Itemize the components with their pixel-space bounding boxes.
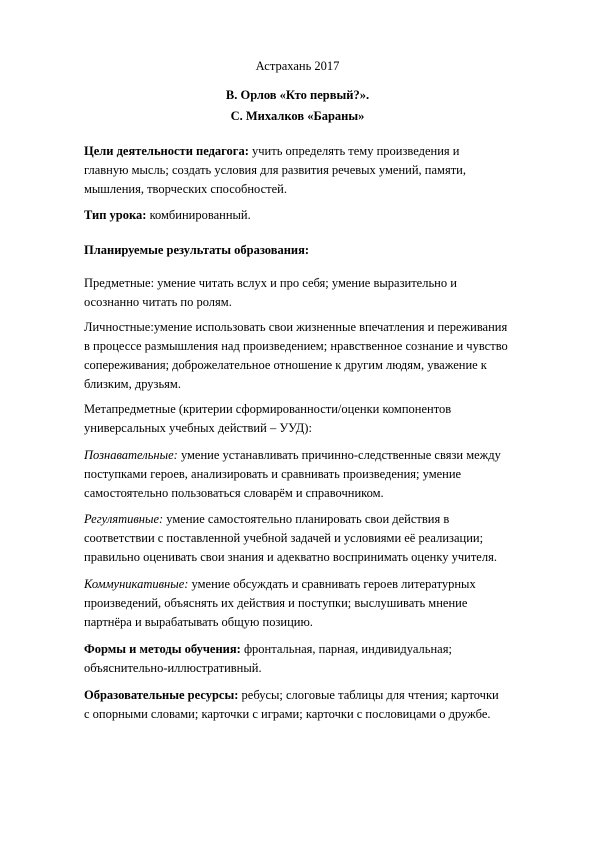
cognitive-label: Познавательные: (84, 448, 178, 462)
lesson-type-paragraph (84, 206, 524, 225)
personal-results-line: близким, друзьям. (84, 377, 181, 391)
regulatory-paragraph (84, 510, 524, 567)
planned-results-heading (84, 241, 524, 260)
regulatory-line: умение самостоятельно планировать свои действия в (163, 512, 450, 526)
goals-text-line: учить определять тему произведения и (248, 144, 460, 158)
cognitive-line: умение устанавливать причинно-следственные связи между (177, 448, 501, 462)
goals-text-line: мышления, творческих способностей. (84, 182, 287, 196)
place-year: Астрахань 2017 (255, 59, 340, 73)
title-line-1: В. Орлов «Кто первый?». (225, 88, 370, 102)
communicative-line: партнёра и вырабатывать общую позицию. (84, 615, 313, 629)
title-line-2: С. Михалков «Бараны» (230, 109, 365, 123)
lesson-type-text: комбинированный. (146, 208, 251, 222)
resources-line: ребусы; слоговые таблицы для чтения; карточки (238, 688, 499, 702)
goals-text-line: главную мысль; создать условия для развития речевых умений, памяти, (84, 163, 466, 177)
meta-results-line: универсальных учебных действий – УУД): (84, 421, 312, 435)
subject-results-line: осознанно читать по ролям. (84, 295, 232, 309)
lesson-type-label: Тип урока: (84, 208, 147, 222)
subject-results-line: Предметные: умение читать вслух и про себя; умение выразительно и (84, 276, 457, 290)
goals-paragraph (84, 142, 524, 199)
regulatory-label: Регулятивные: (84, 512, 164, 526)
cognitive-line: самостоятельно пользоваться словарём и справочником. (84, 486, 384, 500)
resources-paragraph (84, 686, 524, 724)
communicative-line: умение обсуждать и сравнивать героев литературных (188, 577, 476, 591)
personal-results-paragraph (84, 318, 524, 394)
personal-results-line: сопереживания; доброжелательное отношение к другим людям, уважение к (84, 358, 487, 372)
personal-results-line: Личностные:умение использовать свои жизненные впечатления и переживания (84, 320, 508, 334)
subject-results-paragraph (84, 274, 524, 312)
personal-results-line: в процессе размышления над произведением; нравственное сознание и чувство (84, 339, 508, 353)
forms-methods-paragraph (84, 640, 524, 678)
goals-label: Цели деятельности педагога: (84, 144, 249, 158)
regulatory-line: соответствии с поставленной учебной задачей и условиями её реализации; (84, 531, 484, 545)
cognitive-paragraph (84, 446, 524, 503)
cognitive-line: поступками героев, анализировать и сравнивать произведения; умение (84, 467, 462, 481)
communicative-line: произведений, объяснять их действия и поступки; выслушивать мнение (84, 596, 468, 610)
communicative-label: Коммуникативные: (84, 577, 189, 591)
meta-results-line: Метапредметные (критерии сформированности/оценки компонентов (84, 402, 452, 416)
resources-line: с опорными словами; карточки с играми; карточки с пословицами о дружбе. (84, 707, 491, 721)
communicative-paragraph (84, 575, 524, 632)
forms-methods-label: Формы и методы обучения: (84, 642, 241, 656)
resources-label: Образовательные ресурсы: (84, 688, 239, 702)
meta-results-paragraph (84, 400, 524, 438)
forms-methods-line: объяснительно-иллюстративный. (84, 661, 262, 675)
regulatory-line: правильно оценивать свои знания и адекватно воспринимать оценку учителя. (84, 550, 497, 564)
forms-methods-line: фронтальная, парная, индивидуальная; (240, 642, 452, 656)
planned-results-label: Планируемые результаты образования: (84, 243, 310, 257)
